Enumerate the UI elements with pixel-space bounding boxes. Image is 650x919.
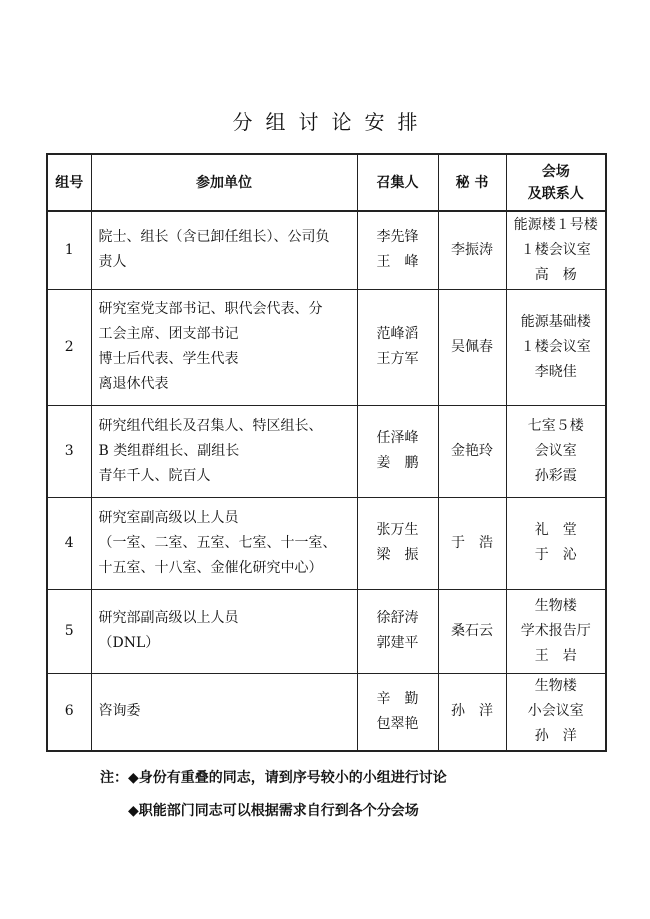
convener-name: 王方军 <box>376 351 419 367</box>
convener-cell <box>357 405 438 497</box>
venue-cell <box>506 211 606 289</box>
header-secretary: 秘 书 <box>438 154 506 211</box>
table-row <box>47 673 606 751</box>
secretary-cell: 金艳玲 <box>438 405 506 497</box>
units-line: 研究部副高级以上人员 <box>98 610 239 626</box>
group-no-cell: 1 <box>47 211 91 289</box>
table-row <box>47 589 606 673</box>
convener-name: 郭建平 <box>376 635 419 651</box>
units-line: （一室、二室、五室、七室、十一室、 <box>98 534 337 551</box>
convener-name: 王 峰 <box>376 254 419 271</box>
units-line: 咨询委 <box>98 703 141 720</box>
table-row <box>47 289 606 405</box>
venue-line: 李晓佳 <box>534 363 577 380</box>
units-cell <box>91 497 357 589</box>
venue-line: 于 沁 <box>534 547 577 563</box>
convener-name: 徐舒涛 <box>376 610 419 626</box>
venue-cell <box>506 589 606 673</box>
table-header-row <box>47 154 606 211</box>
units-line: 院士、组长（含已卸任组长）、公司负 <box>98 229 330 246</box>
convener-cell <box>357 211 438 289</box>
convener-name: 范峰滔 <box>376 326 419 342</box>
group-discussion-table <box>46 153 607 752</box>
units-line: 工会主席、团支部书记 <box>98 326 239 342</box>
units-line: 研究组代组长及召集人、特区组长、 <box>98 417 323 434</box>
notes-section <box>100 762 447 828</box>
header-venue-line1: 会场 <box>541 163 570 180</box>
group-no-cell: 5 <box>47 589 91 673</box>
convener-name: 梁 振 <box>376 547 419 563</box>
units-line: 青年千人、院百人 <box>98 467 211 484</box>
units-cell <box>91 673 357 751</box>
venue-line: 生物楼 <box>534 678 577 695</box>
convener-name: 姜 鹏 <box>376 455 419 471</box>
venue-line: 孙彩霞 <box>534 467 577 484</box>
venue-line: 小会议室 <box>527 703 584 720</box>
venue-line: 王 岩 <box>534 647 577 664</box>
secretary-cell: 李振涛 <box>438 211 506 289</box>
venue-line: 生物楼 <box>534 597 577 614</box>
venue-line: １楼会议室 <box>520 241 591 258</box>
units-line: 博士后代表、学生代表 <box>98 351 239 367</box>
units-line: 研究室党支部书记、职代会代表、分 <box>98 301 323 317</box>
convener-name: 辛 勤 <box>376 690 419 707</box>
units-cell <box>91 589 357 673</box>
header-venue <box>506 154 606 211</box>
group-no-cell: 4 <box>47 497 91 589</box>
units-line: （DNL） <box>98 635 160 651</box>
venue-cell <box>506 497 606 589</box>
venue-line: 能源楼１号楼 <box>513 216 598 233</box>
units-line: B 类组群组长、副组长 <box>98 442 240 459</box>
convener-name: 任泽峰 <box>376 430 419 446</box>
group-no-cell: 3 <box>47 405 91 497</box>
document-title: 分组讨论安排 <box>232 110 431 134</box>
convener-name: 包翠艳 <box>376 715 419 732</box>
venue-line: 学术报告厅 <box>520 622 591 639</box>
units-line: 十五室、十八室、金催化研究中心） <box>98 559 323 576</box>
group-no-cell: 2 <box>47 289 91 405</box>
header-venue-line2: 及联系人 <box>527 185 584 202</box>
venue-line: 能源基础楼 <box>520 313 591 330</box>
units-cell <box>91 289 357 405</box>
venue-cell <box>506 405 606 497</box>
venue-cell <box>506 289 606 405</box>
venue-cell <box>506 673 606 751</box>
table-row <box>47 405 606 497</box>
units-line: 责人 <box>98 254 127 271</box>
note-functional-departments: ◆职能部门同志可以根据需求自行到各个分会场 <box>128 803 419 819</box>
group-no-cell: 6 <box>47 673 91 751</box>
table-row <box>47 497 606 589</box>
venue-line: １楼会议室 <box>520 338 591 355</box>
convener-cell <box>357 497 438 589</box>
secretary-cell: 于 浩 <box>438 497 506 589</box>
secretary-cell: 吴佩春 <box>438 289 506 405</box>
venue-line: 礼 堂 <box>534 522 577 538</box>
venue-line: 孙 洋 <box>534 728 577 745</box>
note-overlap: 注：◆身份有重叠的同志，请到序号较小的小组进行讨论 <box>100 770 447 786</box>
secretary-cell: 桑石云 <box>438 589 506 673</box>
header-convener: 召集人 <box>357 154 438 211</box>
venue-line: 七室５楼 <box>527 417 584 434</box>
convener-name: 张万生 <box>376 522 419 538</box>
units-cell <box>91 211 357 289</box>
convener-cell <box>357 589 438 673</box>
header-group-no: 组号 <box>47 154 91 211</box>
header-units: 参加单位 <box>91 154 357 211</box>
table-row <box>47 211 606 289</box>
convener-cell <box>357 289 438 405</box>
secretary-cell: 孙 洋 <box>438 673 506 751</box>
convener-name: 李先锋 <box>376 229 419 246</box>
units-cell <box>91 405 357 497</box>
convener-cell <box>357 673 438 751</box>
units-line: 离退休代表 <box>98 376 169 392</box>
units-line: 研究室副高级以上人员 <box>98 509 239 526</box>
venue-line: 高 杨 <box>534 266 577 283</box>
venue-line: 会议室 <box>534 442 577 459</box>
